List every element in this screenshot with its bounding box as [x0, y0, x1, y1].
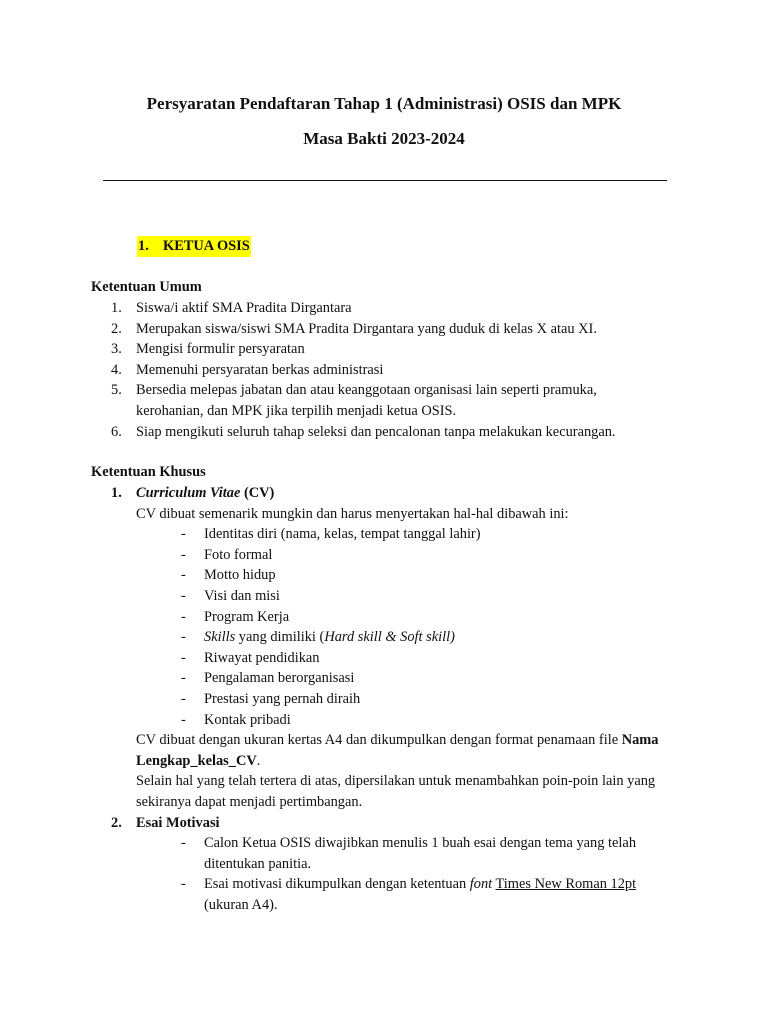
cv-title — [111, 483, 671, 504]
bullet: - — [181, 608, 186, 625]
bullet: - — [181, 835, 186, 852]
esai-title-text: Esai Motivasi — [136, 814, 220, 831]
ketentuan-khusus-list — [111, 483, 671, 915]
list-item — [136, 668, 671, 689]
cv-format-paragraph — [136, 730, 671, 771]
cv-requirements-list — [136, 524, 671, 730]
item-text: Identitas diri (nama, kelas, tempat tanggal lahir) — [204, 526, 481, 543]
cv-note: Selain hal yang telah tertera di atas, dipersilakan untuk menambahkan poin-poin lain yang sekiranya dapat menjadi pertimbangan. — [136, 773, 656, 810]
list-item — [136, 565, 671, 586]
list-item — [111, 319, 661, 340]
item-text: Pengalaman berorganisasi — [204, 670, 355, 687]
section-number: 1. — [138, 238, 149, 254]
item-number: 2. — [111, 814, 122, 831]
list-item — [136, 586, 671, 607]
esai-format-text: Esai motivasi dikumpulkan dengan ketentuan — [204, 876, 470, 893]
item-text: Calon Ketua OSIS diwajibkan menulis 1 buah esai dengan tema yang telah ditentukan panitia. — [204, 835, 637, 872]
cv-title-rest: (CV) — [240, 485, 275, 501]
list-item — [136, 648, 671, 669]
item-text: Foto formal — [204, 546, 273, 563]
item-text — [204, 627, 671, 648]
item-text: Kontak pribadi — [204, 711, 291, 728]
bullet: - — [181, 526, 186, 543]
bullet: - — [181, 649, 186, 666]
list-item — [111, 339, 661, 360]
item-text: Bersedia melepas jabatan dan atau keanggotaan organisasi lain seperti pramuka, kerohanian, dan MPK jika terpilih menjadi ketua OSIS. — [136, 382, 597, 419]
bullet: - — [181, 876, 186, 893]
list-item — [136, 524, 671, 545]
bullet: - — [181, 587, 186, 604]
bullet: - — [181, 567, 186, 584]
bullet: - — [181, 670, 186, 687]
cv-body — [136, 504, 671, 813]
ketentuan-umum-heading: Ketentuan Umum — [91, 279, 202, 295]
item-text: Riwayat pendidikan — [204, 649, 320, 666]
list-item — [136, 545, 671, 566]
bullet: - — [181, 629, 186, 646]
skills-types-italic: Hard skill & Soft skill) — [324, 629, 455, 646]
list-item — [111, 422, 661, 443]
item-text: Mengisi formulir persyaratan — [136, 341, 305, 358]
bullet: - — [181, 690, 186, 707]
item-number: 1. — [111, 300, 122, 316]
item-number: 5. — [111, 382, 122, 399]
item-text: Motto hidup — [204, 567, 276, 584]
ketentuan-khusus-heading: Ketentuan Khusus — [91, 464, 206, 480]
bullet: - — [181, 546, 186, 563]
list-item — [136, 689, 671, 710]
section-label: KETUA OSIS — [163, 238, 250, 254]
item-number: 6. — [111, 423, 122, 440]
list-item — [136, 607, 671, 628]
list-item — [111, 298, 661, 319]
esai-section — [111, 813, 671, 916]
list-item — [111, 380, 661, 421]
item-text: Prestasi yang pernah diraih — [204, 690, 361, 707]
list-item — [136, 710, 671, 731]
skills-italic: Skills — [204, 629, 236, 646]
item-text — [204, 874, 671, 915]
cv-section — [111, 483, 671, 813]
item-text: Visi dan misi — [204, 587, 280, 604]
ketentuan-umum-list — [111, 298, 661, 442]
item-text: Siswa/i aktif SMA Pradita Dirgantara — [136, 300, 352, 316]
cv-file-name-format: Nama Lengkap_kelas_CV — [136, 732, 659, 769]
list-item — [136, 833, 671, 874]
esai-body — [136, 833, 671, 915]
item-number: 3. — [111, 341, 122, 358]
esai-requirements-list — [136, 833, 671, 915]
esai-format-end: (ukuran A4). — [204, 896, 278, 913]
document-title: Persyaratan Pendaftaran Tahap 1 (Administrasi) OSIS dan MPK — [146, 94, 622, 113]
list-item — [136, 627, 671, 648]
item-number: 2. — [111, 320, 122, 337]
item-number: 4. — [111, 361, 122, 378]
item-number: 1. — [111, 485, 122, 501]
section-heading-ketua-osis — [137, 236, 251, 257]
item-text: Memenuhi persyaratan berkas administrasi — [136, 361, 384, 378]
bullet: - — [181, 711, 186, 728]
item-text: Program Kerja — [204, 608, 290, 625]
cv-format-end: . — [256, 752, 261, 769]
font-name-underlined: Times New Roman 12pt — [495, 876, 637, 893]
title-divider — [103, 180, 667, 181]
item-text: Siap mengikuti seluruh tahap seleksi dan pencalonan tanpa melakukan kecurangan. — [136, 423, 616, 440]
cv-intro: CV dibuat semenarik mungkin dan harus menyertakan hal-hal dibawah ini: — [136, 505, 569, 522]
cv-format-text: CV dibuat dengan ukuran kertas A4 dan dikumpulkan dengan format penamaan file — [136, 732, 622, 749]
esai-title — [111, 813, 671, 834]
cv-title-italic: Curriculum Vitae — [136, 485, 241, 501]
skills-rest: yang dimiliki ( — [235, 629, 325, 646]
item-text: Merupakan siswa/siswi SMA Pradita Dirgantara yang duduk di kelas X atau XI. — [136, 320, 597, 337]
document-subtitle: Masa Bakti 2023-2024 — [303, 129, 465, 148]
list-item — [111, 360, 661, 381]
list-item — [136, 874, 671, 915]
font-word-italic: font — [469, 876, 493, 893]
